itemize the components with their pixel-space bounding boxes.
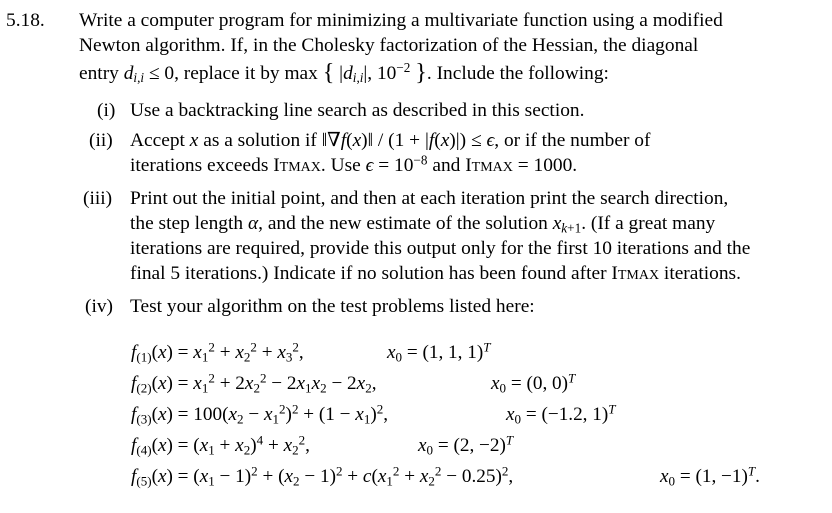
test-function-2: $f_{(2)}(x) = x_1^2 + 2x_2^2 - 2x_1x_2 - 2x_2$, xyxy=(131,370,377,396)
item-label-iii: (iii) xyxy=(83,188,113,209)
item-iii-line-4: final 5 iterations.) Indicate if no solution has been found after Itmax iterations. xyxy=(130,263,741,284)
item-iii-line-1: Print out the initial point, and then at each iteration print the search direction, xyxy=(130,188,729,209)
test-function-4: $f_{(4)}(x) = (x_1 + x_2)^4 + x_2^2$, xyxy=(131,432,310,458)
item-label-iv: (iv) xyxy=(85,296,113,317)
item-iv-line-1: Test your algorithm on the test problems listed here: xyxy=(130,296,535,317)
problem-number: 5.18. xyxy=(6,10,45,31)
test-start-1: $x_0 = (1$, 1, 1)$^T$ xyxy=(387,339,491,365)
item-ii-line-2: iterations exceeds Itmax. Use $\epsilon = 10^{-8}$ and Itmax = 1000. xyxy=(130,152,578,176)
test-function-5: $f_{(5)}(x) = (x_1 - 1)^2 + (x_2 - 1)^2 + c(x_1^2 + x_2^2 - 0.25)^2$, xyxy=(131,463,514,489)
item-label-i: (i) xyxy=(97,100,116,121)
item-ii-line-1: Accept x as a solution if ‖∇f(x)‖ / (1 + |f(x)|) ≤ ϵ, or if the number of xyxy=(130,130,651,151)
item-iii-line-3: iterations are required, provide this output only for the first 10 iterations and the xyxy=(130,238,751,259)
test-start-3: $x_0 = (-1.2$, 1)$^T$ xyxy=(506,401,616,427)
item-label-ii: (ii) xyxy=(89,130,113,151)
intro-line-1: Write a computer program for minimizing a multivariate function using a modified xyxy=(79,10,723,31)
test-start-4: $x_0 = (2$, −2)$^T$ xyxy=(418,432,514,458)
test-start-5: $x_0 = (1$, −1)$^T$. xyxy=(660,463,760,489)
test-function-1: $f_{(1)}(x) = x_1^2 + x_2^2 + x_3^2$, xyxy=(131,339,304,365)
item-iii-line-2: the step length α, and the new estimate of the solution $x_{k+1}$. (If a great many xyxy=(130,213,716,236)
intro-line-2: Newton algorithm. If, in the Cholesky factorization of the Hessian, the diagonal xyxy=(79,35,699,56)
item-i-line-1: Use a backtracking line search as described in this section. xyxy=(130,100,585,121)
test-function-3: $f_{(3)}(x) = 100(x_2 - x_1^2)^2 + (1 - x_1)^2$, xyxy=(131,401,389,427)
test-start-2: $x_0 = (0$, 0)$^T$ xyxy=(491,370,576,396)
intro-line-3: entry $d_{i,i} \le 0$, replace it by max { $|d_{i,i}|$, $10^{-2}$ }. Include the following: xyxy=(79,59,609,86)
